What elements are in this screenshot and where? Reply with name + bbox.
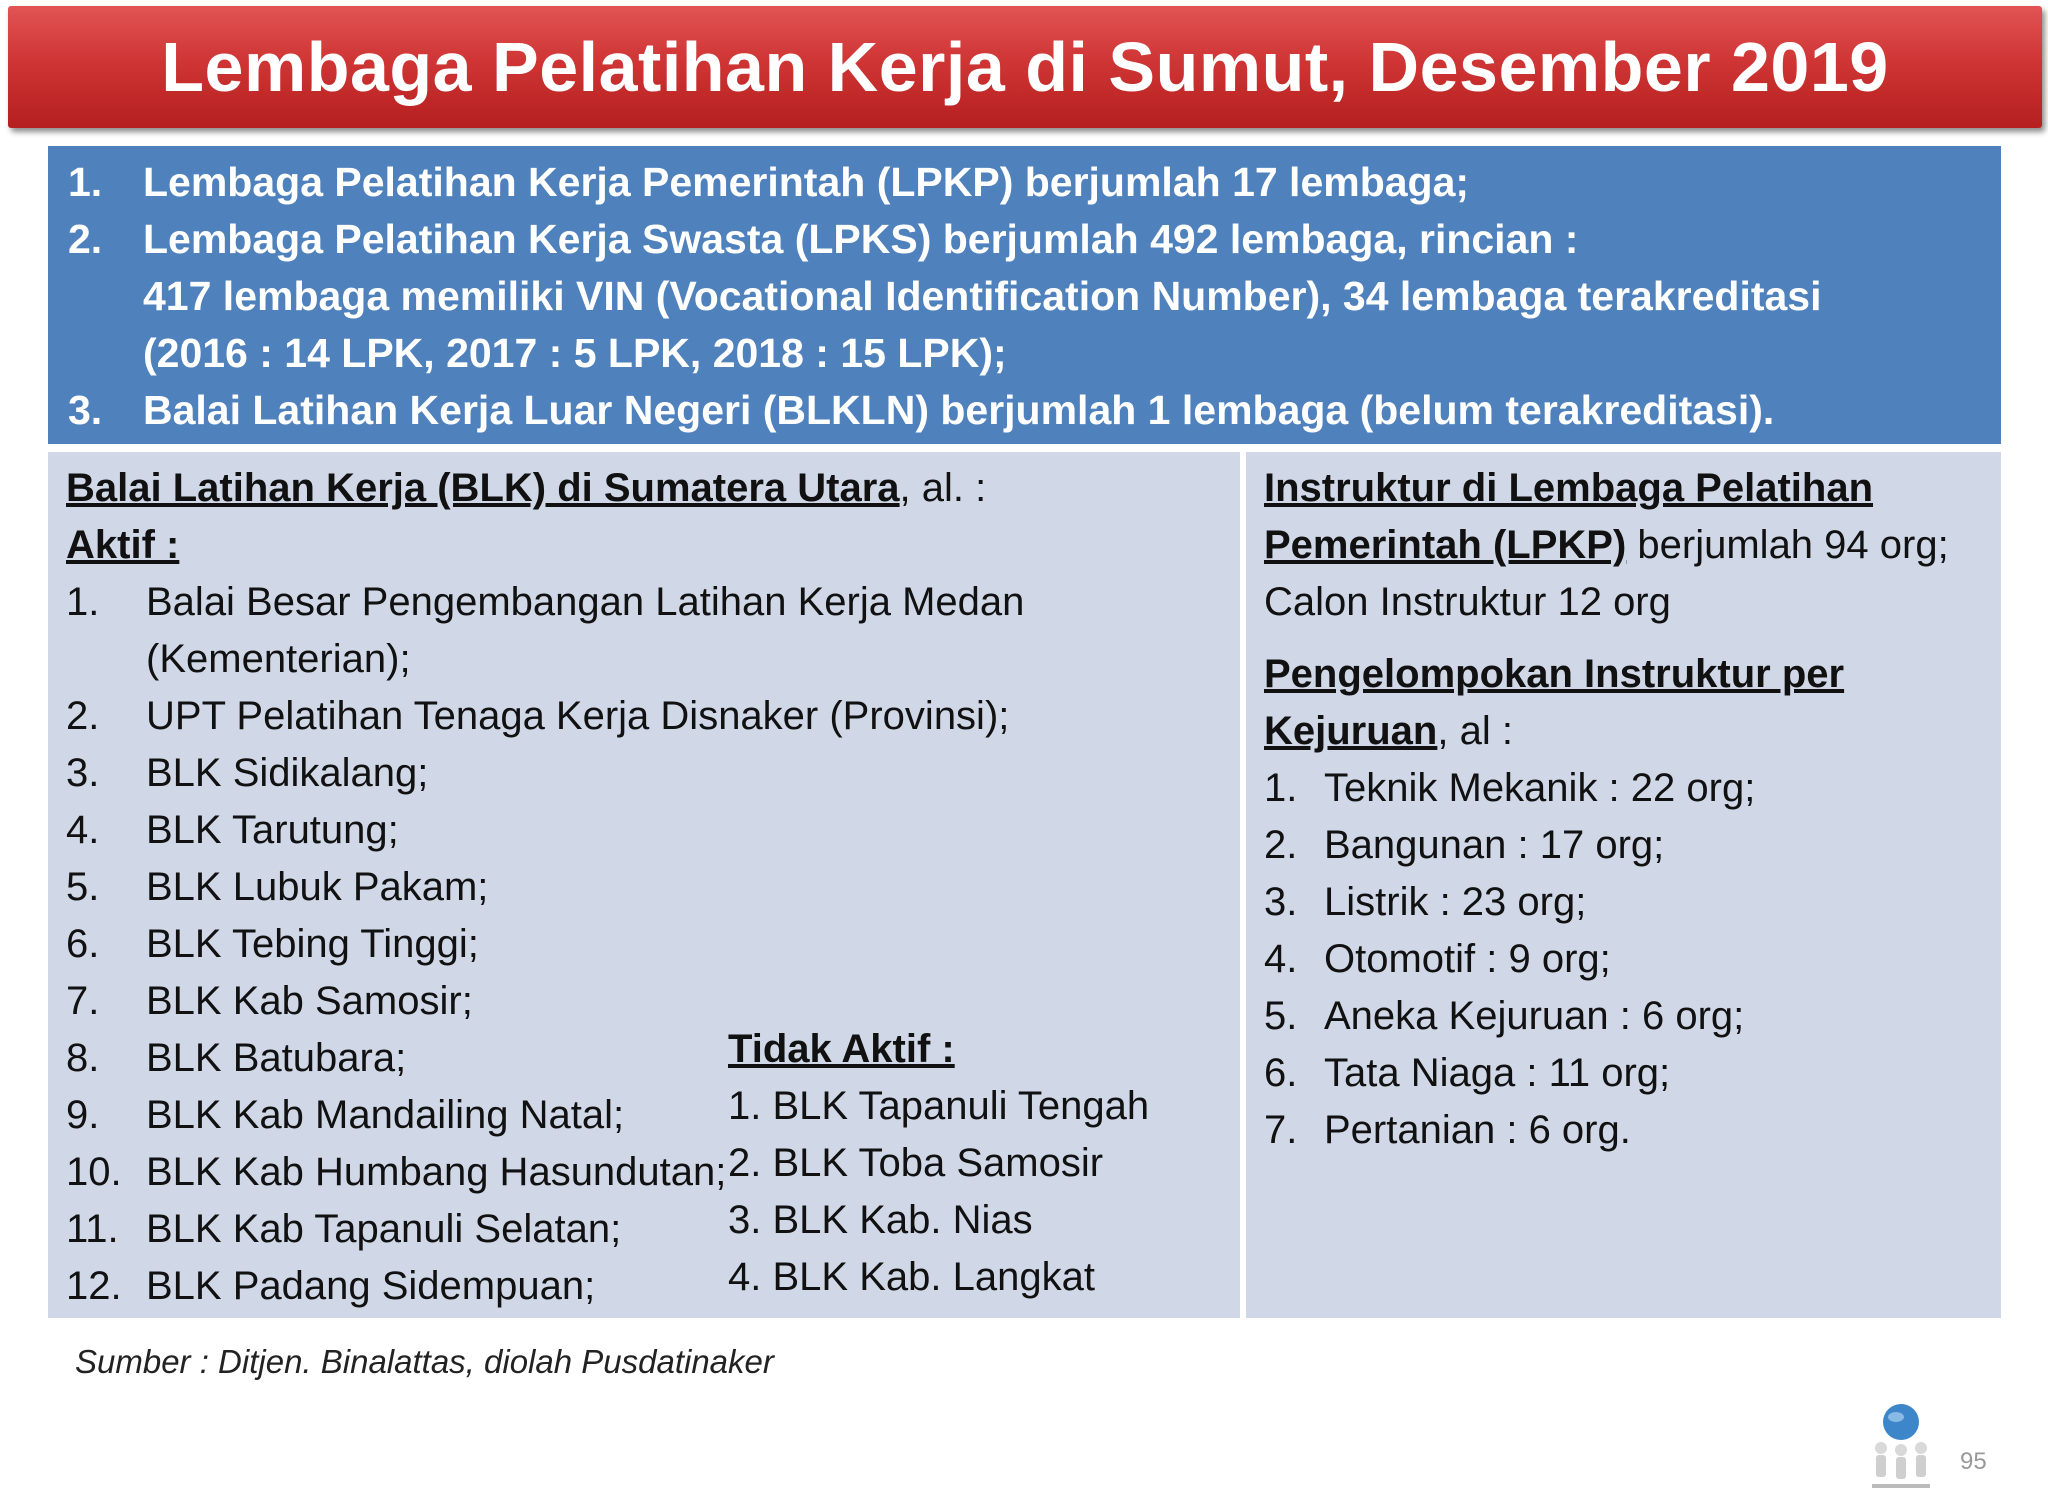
- inactive-blk-list: [728, 1021, 1149, 1306]
- item-number: 1.: [66, 580, 100, 624]
- group-heading: Pengelompokan Instruktur per: [1264, 652, 1845, 696]
- item-number: 5.: [66, 865, 100, 909]
- summary-item: [68, 268, 1981, 325]
- active-blk-item: [66, 859, 1024, 916]
- instructor-group-item: [1264, 988, 1949, 1045]
- item-text: Pertanian : 6 org.: [1324, 1108, 1631, 1152]
- summary-item-text: 417 lembaga memiliki VIN (Vocational Identification Number), 34 lembaga terakreditasi: [143, 273, 1822, 319]
- blk-heading-suffix: , al. :: [899, 466, 987, 510]
- group-heading-suffix: , al :: [1437, 709, 1513, 753]
- item-text: BLK Kab Tapanuli Selatan;: [146, 1207, 622, 1251]
- source-note: Sumber : Ditjen. Binalattas, diolah Pusdatinaker: [75, 1343, 774, 1380]
- summary-item: [68, 382, 1981, 439]
- instructor-heading-line: [1264, 460, 1949, 517]
- group-heading-line: [1264, 703, 1949, 760]
- summary-item-text: Lembaga Pelatihan Kerja Pemerintah (LPKP) berjumlah 17 lembaga;: [143, 159, 1470, 205]
- instructor-group-item: [1264, 760, 1949, 817]
- summary-item-text: Lembaga Pelatihan Kerja Swasta (LPKS) berjumlah 492 lembaga, rincian :: [143, 216, 1579, 262]
- summary-item-number: 3.: [68, 387, 103, 433]
- item-text: Balai Besar Pengembangan Latihan Kerja Medan: [146, 580, 1025, 624]
- title-banner: [8, 6, 2042, 128]
- item-text: BLK Sidikalang;: [146, 751, 429, 795]
- item-number: 1.: [1264, 766, 1298, 810]
- item-text: UPT Pelatihan Tenaga Kerja Disnaker (Provinsi);: [146, 694, 1010, 738]
- item-number: 2.: [1264, 823, 1298, 867]
- blk-heading: Balai Latihan Kerja (BLK) di Sumatera Utara: [66, 466, 900, 510]
- inactive-blk-item: 2. BLK Toba Samosir: [728, 1141, 1104, 1185]
- item-number: 11.: [66, 1207, 119, 1251]
- candidate-instructor: Calon Instruktur 12 org: [1264, 580, 1671, 624]
- item-number: 9.: [66, 1093, 100, 1137]
- blk-heading-line: [66, 460, 1024, 517]
- instructor-group-item: [1264, 1045, 1949, 1102]
- item-text: BLK Tebing Tinggi;: [146, 922, 479, 966]
- item-number: 5.: [1264, 994, 1298, 1038]
- page-number: 95: [1960, 1448, 1987, 1475]
- active-blk-item: [66, 574, 1024, 631]
- item-text: BLK Lubuk Pakam;: [146, 865, 489, 909]
- summary-item: [68, 211, 1981, 268]
- summary-item-number: 1.: [68, 159, 103, 205]
- summary-item-text: Balai Latihan Kerja Luar Negeri (BLKLN) berjumlah 1 lembaga (belum terakreditasi).: [143, 387, 1775, 433]
- item-number: 6.: [1264, 1051, 1298, 1095]
- instructor-heading: Instruktur di Lembaga Pelatihan: [1264, 466, 1874, 510]
- item-text: BLK Kab Mandailing Natal;: [146, 1093, 625, 1137]
- inactive-blk-item: 3. BLK Kab. Nias: [728, 1198, 1033, 1242]
- inactive-blk-item: 4. BLK Kab. Langkat: [728, 1255, 1095, 1299]
- item-text: BLK Batubara;: [146, 1036, 407, 1080]
- item-text: (Kementerian);: [146, 637, 411, 681]
- instructor-group-item: [1264, 817, 1949, 874]
- inactive-heading-line: [728, 1021, 1149, 1078]
- active-blk-item: [66, 916, 1024, 973]
- item-number: 4.: [66, 808, 100, 852]
- item-number: 4.: [1264, 937, 1298, 981]
- inactive-heading: Tidak Aktif :: [728, 1027, 955, 1071]
- group-heading-line: [1264, 646, 1949, 703]
- active-heading-line: [66, 517, 1024, 574]
- item-text: Listrik : 23 org;: [1324, 880, 1587, 924]
- summary-item: [68, 325, 1981, 382]
- page-title: Lembaga Pelatihan Kerja di Sumut, Desember 2019: [161, 28, 1889, 106]
- summary-item: [68, 154, 1981, 211]
- item-number: 3.: [66, 751, 100, 795]
- item-number: 8.: [66, 1036, 100, 1080]
- item-number: 7.: [1264, 1108, 1298, 1152]
- instructor-heading: Pemerintah (LPKP): [1264, 523, 1627, 567]
- item-number: 6.: [66, 922, 100, 966]
- instructor-group-item: [1264, 1102, 1949, 1159]
- active-blk-item: [66, 631, 1024, 688]
- item-number: 3.: [1264, 880, 1298, 924]
- item-number: 12.: [66, 1264, 122, 1308]
- active-heading: Aktif :: [66, 523, 180, 567]
- item-number: 10.: [66, 1150, 122, 1194]
- instructor-heading-line: [1264, 517, 1949, 574]
- summary-item-text: (2016 : 14 LPK, 2017 : 5 LPK, 2018 : 15 LPK);: [143, 330, 1007, 376]
- instructor-count: berjumlah 94 org;: [1626, 523, 1949, 567]
- item-text: Teknik Mekanik : 22 org;: [1324, 766, 1756, 810]
- summary-item-number: 2.: [68, 216, 103, 262]
- item-text: BLK Kab Humbang Hasundutan;: [146, 1150, 727, 1194]
- globe-figures-logo-icon: [1868, 1400, 1934, 1492]
- instructor-group-item: [1264, 874, 1949, 931]
- active-blk-item: [66, 802, 1024, 859]
- active-blk-item: [66, 745, 1024, 802]
- instructor-panel: [1246, 452, 2001, 1318]
- item-number: 2.: [66, 694, 100, 738]
- item-number: 7.: [66, 979, 100, 1023]
- item-text: Otomotif : 9 org;: [1324, 937, 1611, 981]
- item-text: Bangunan : 17 org;: [1324, 823, 1665, 867]
- item-text: BLK Padang Sidempuan;: [146, 1264, 596, 1308]
- summary-box: [48, 146, 2001, 444]
- active-blk-item: [66, 688, 1024, 745]
- instructor-group-item: [1264, 931, 1949, 988]
- item-text: Aneka Kejuruan : 6 org;: [1324, 994, 1745, 1038]
- item-text: BLK Kab Samosir;: [146, 979, 473, 1023]
- item-text: BLK Tarutung;: [146, 808, 399, 852]
- item-text: Tata Niaga : 11 org;: [1324, 1051, 1671, 1095]
- group-heading: Kejuruan: [1264, 709, 1438, 753]
- inactive-blk-item: 1. BLK Tapanuli Tengah: [728, 1084, 1150, 1128]
